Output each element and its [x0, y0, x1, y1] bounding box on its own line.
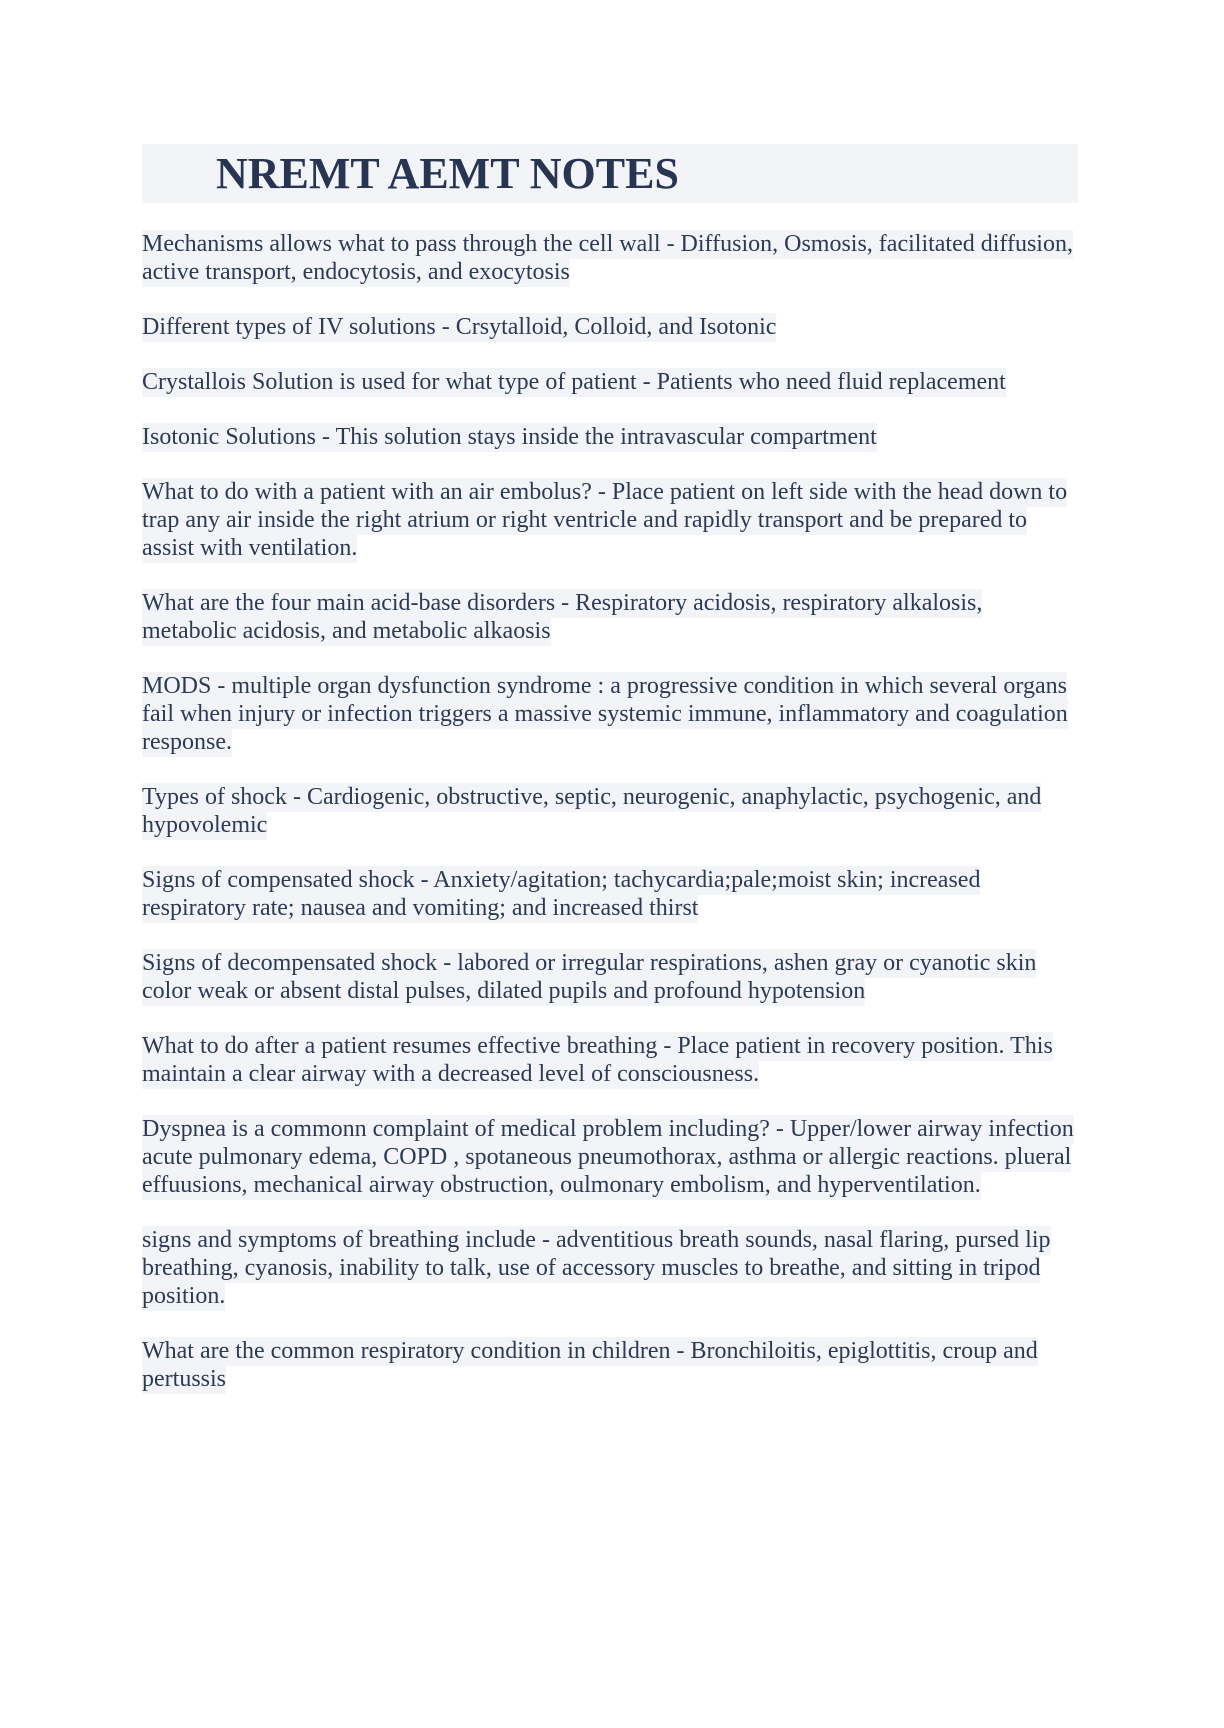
- highlighted-text: Dyspnea is a commonn complaint of medical problem including? - Upper/lower airway infection acute pulmonary edema, COPD , spotaneous pneumothorax, asthma or allergic reactions. plueral effuusions, mechanical airway obstruction, oulmonary embolism, and hyperventilation.: [142, 1116, 1074, 1198]
- note-paragraph: [142, 1226, 1078, 1310]
- highlighted-text: Isotonic Solutions - This solution stays inside the intravascular compartment: [142, 424, 877, 450]
- note-paragraph: [142, 368, 1078, 396]
- note-paragraph: [142, 423, 1078, 451]
- document-page: [0, 144, 1224, 1728]
- highlighted-text: Different types of IV solutions - Crsytalloid, Colloid, and Isotonic: [142, 314, 777, 340]
- note-paragraph: [142, 313, 1078, 341]
- note-paragraph: [142, 783, 1078, 839]
- highlighted-text: signs and symptoms of breathing include - adventitious breath sounds, nasal flaring, pursed lip breathing, cyanosis, inability to talk, use of accessory muscles to breathe, and sitting in tripod position.: [142, 1227, 1051, 1309]
- document-title: NREMT AEMT NOTES: [142, 144, 1078, 203]
- note-paragraph: [142, 866, 1078, 922]
- note-paragraph: [142, 589, 1078, 645]
- note-paragraph: [142, 1337, 1078, 1393]
- notes-document: [142, 144, 1078, 1393]
- note-paragraph: [142, 672, 1078, 756]
- highlighted-text: What are the four main acid-base disorders - Respiratory acidosis, respiratory alkalosis, metabolic acidosis, and metabolic alkaosis: [142, 590, 983, 644]
- note-paragraph: [142, 478, 1078, 562]
- highlighted-text: Types of shock - Cardiogenic, obstructive, septic, neurogenic, anaphylactic, psychogenic, and hypovolemic: [142, 784, 1042, 838]
- note-paragraph: [142, 1032, 1078, 1088]
- highlighted-text: Signs of compensated shock - Anxiety/agitation; tachycardia;pale;moist skin; increased respiratory rate; nausea and vomiting; and increased thirst: [142, 867, 981, 921]
- highlighted-text: Crystallois Solution is used for what type of patient - Patients who need fluid replacement: [142, 369, 1006, 395]
- highlighted-text: MODS - multiple organ dysfunction syndrome : a progressive condition in which several organs fail when injury or infection triggers a massive systemic immune, inflammatory and coagulation response.: [142, 673, 1068, 755]
- note-paragraph: [142, 949, 1078, 1005]
- note-paragraph: [142, 230, 1078, 286]
- highlighted-text: What are the common respiratory condition in children - Bronchiloitis, epiglottitis, croup and pertussis: [142, 1338, 1038, 1392]
- highlighted-text: What to do with a patient with an air embolus? - Place patient on left side with the head down to trap any air inside the right atrium or right ventricle and rapidly transport and be prepared to assist with ventilation.: [142, 479, 1068, 561]
- note-paragraph: [142, 1115, 1078, 1199]
- highlighted-text: Mechanisms allows what to pass through the cell wall - Diffusion, Osmosis, facilitated diffusion, active transport, endocytosis, and exocytosis: [142, 231, 1073, 285]
- highlighted-text: What to do after a patient resumes effective breathing - Place patient in recovery position. This maintain a clear airway with a decreased level of consciousness.: [142, 1033, 1053, 1087]
- highlighted-text: Signs of decompensated shock - labored or irregular respirations, ashen gray or cyanotic skin color weak or absent distal pulses, dilated pupils and profound hypotension: [142, 950, 1037, 1004]
